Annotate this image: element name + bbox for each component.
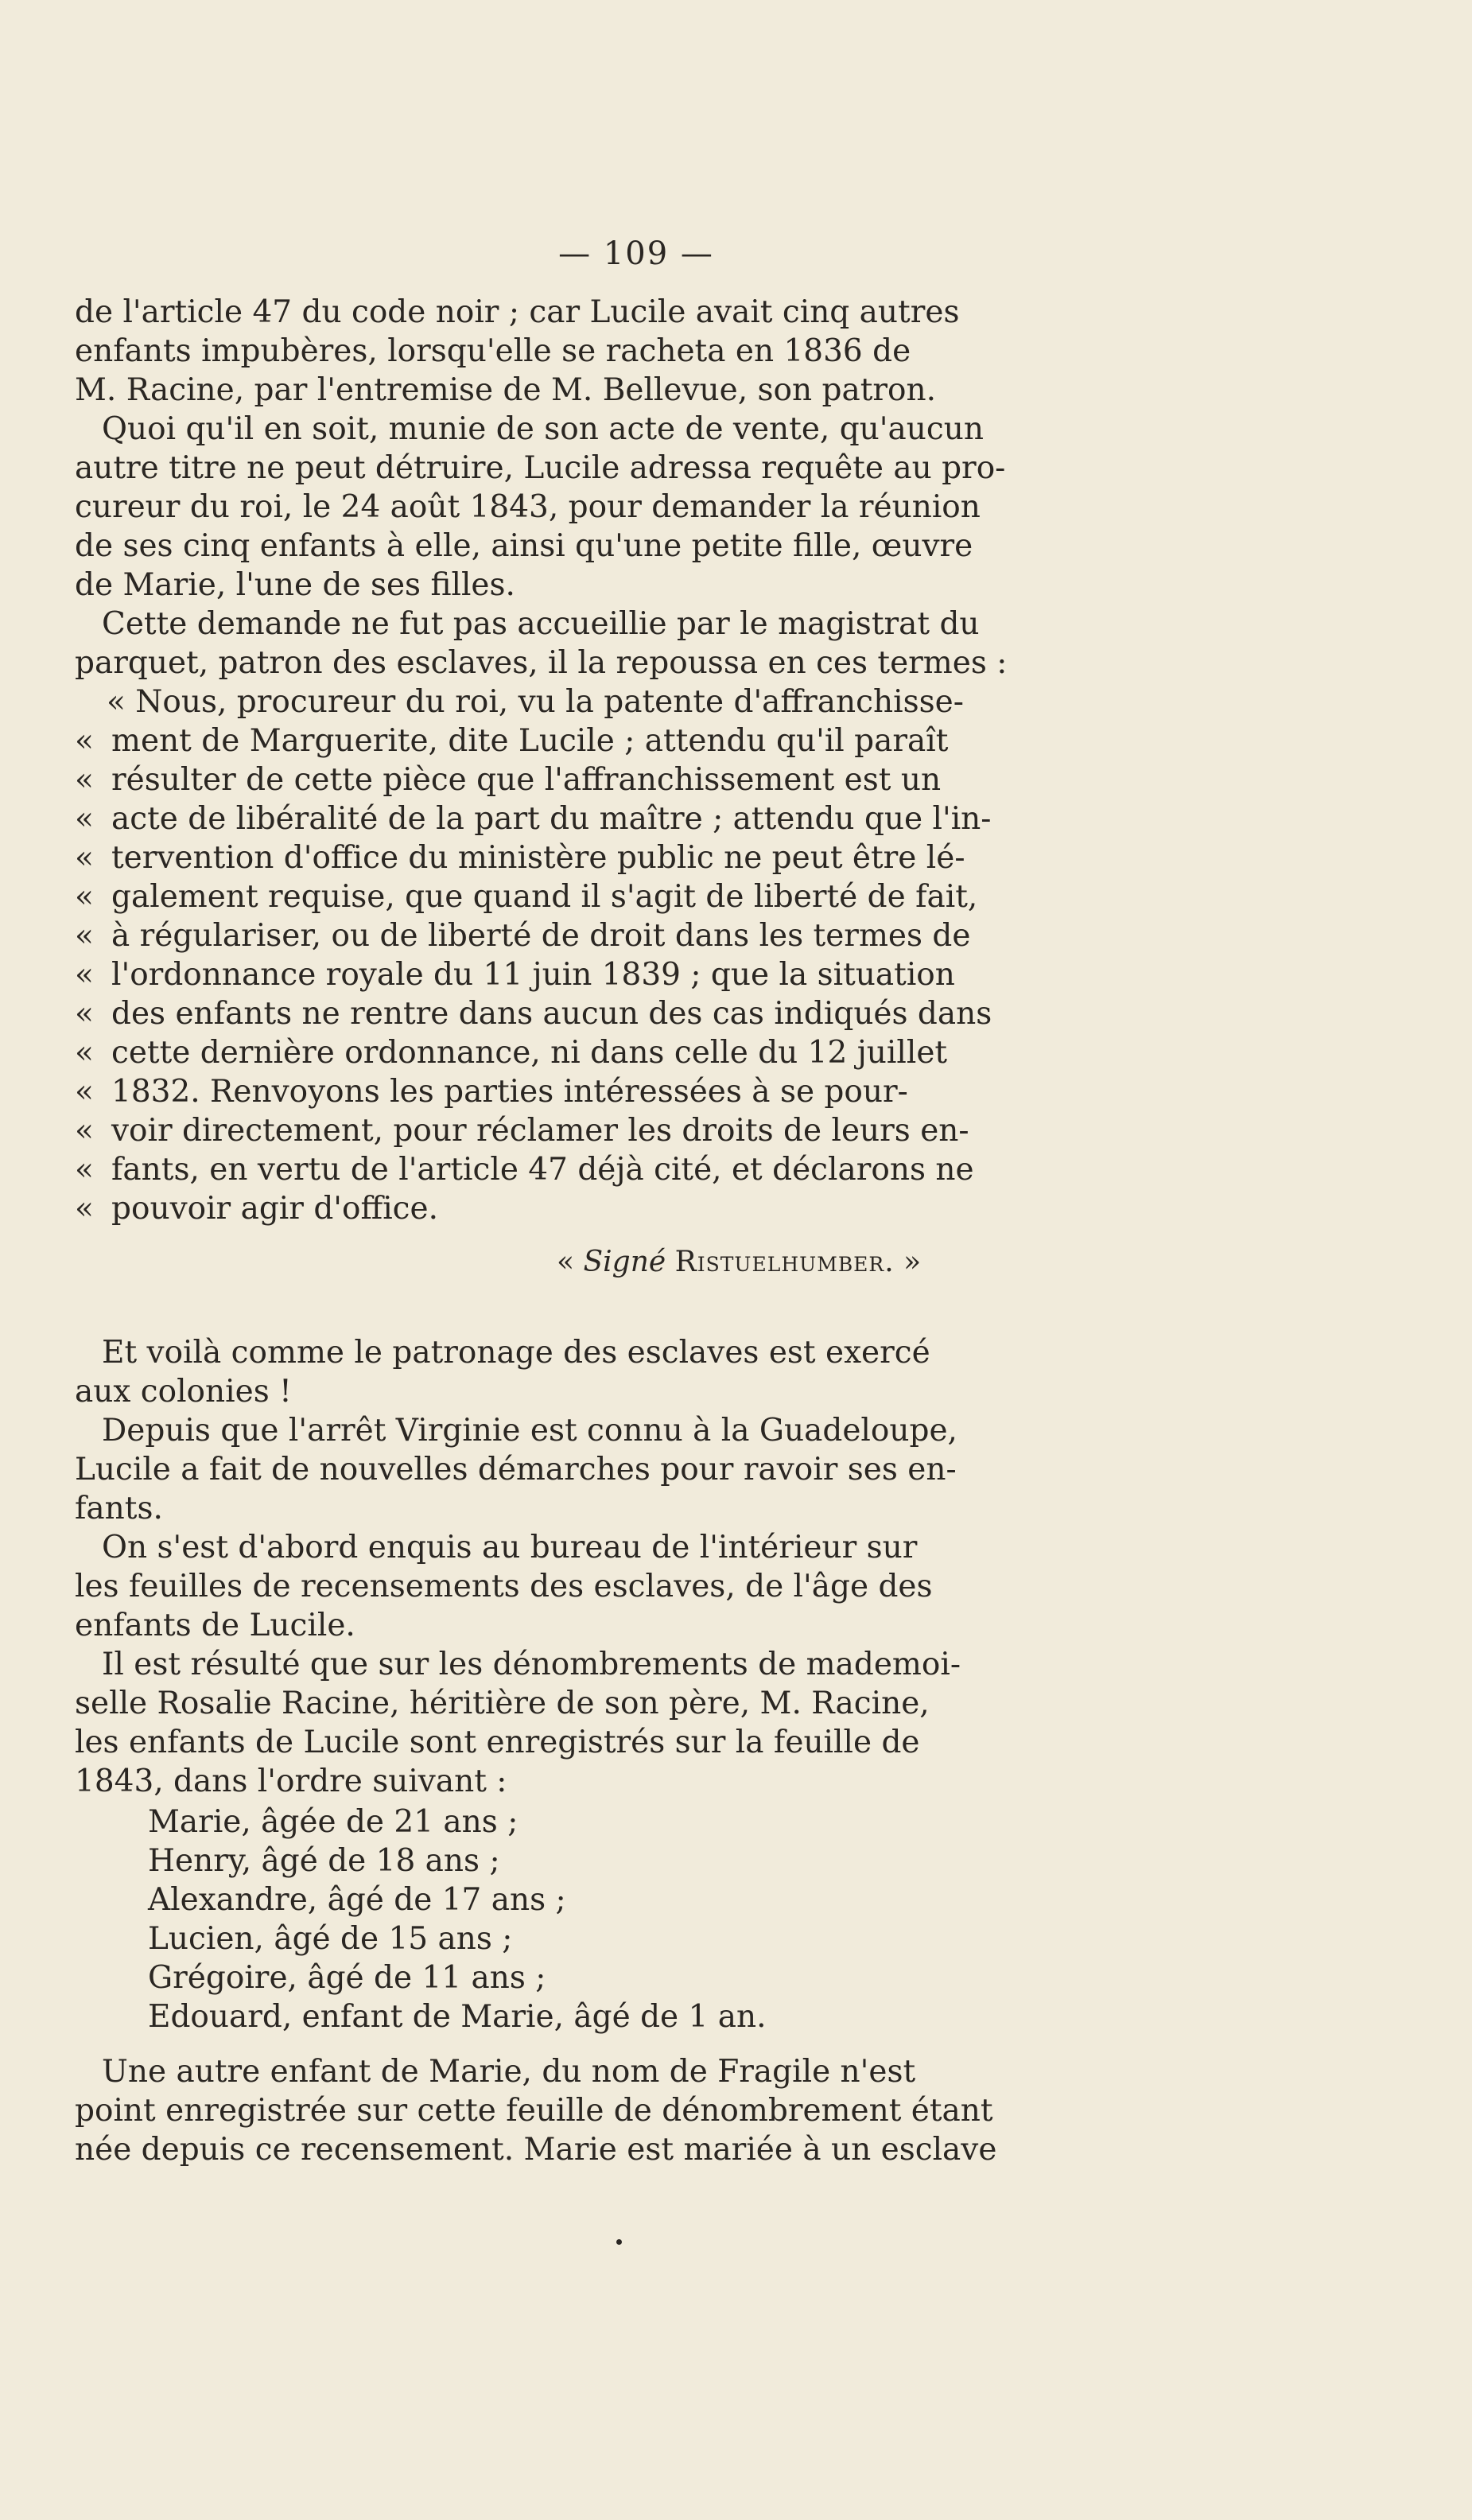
text-line: de l'article 47 du code noir ; car Lucile avait cinq autres [75,294,960,330]
text-line: selle Rosalie Racine, héritière de son père, M. Racine, [75,1686,930,1721]
text-line: de ses cinq enfants à elle, ainsi qu'une petite fille, œuvre [75,528,973,564]
signed-label: Signé [583,1246,666,1278]
quote-line: « tervention d'office du ministère public ne peut être lé- [75,840,965,876]
quote-line: « résulter de cette pièce que l'affranchissement est un [75,762,942,798]
children-list [148,1802,767,2036]
paragraph-block-3 [75,2052,1124,2169]
text-line: les feuilles de recensements des esclaves, de l'âge des [75,1569,933,1604]
text-line: aux colonies ! [75,1374,292,1410]
quote-line: « ment de Marguerite, dite Lucile ; attendu qu'il paraît [75,723,949,759]
list-item: Edouard, enfant de Marie, âgé de 1 an. [148,1999,767,2035]
text-line: M. Racine, par l'entremise de M. Bellevue, son patron. [75,372,937,408]
text-line: née depuis ce recensement. Marie est mariée à un esclave [75,2132,997,2168]
printer-mark [616,2239,622,2245]
text-line: les enfants de Lucile sont enregistrés sur la feuille de [75,1725,920,1760]
text-line: enfants impubères, lorsqu'elle se racheta en 1836 de [75,333,911,369]
text-line: Cette demande ne fut pas accueillie par le magistrat du [102,606,980,642]
text-line: fants. [75,1491,163,1526]
text-line: Une autre enfant de Marie, du nom de Fragile n'est [102,2054,916,2090]
text-line: enfants de Lucile. [75,1608,355,1643]
page-number: — 109 — [558,235,714,272]
paragraph-block-1 [75,293,1124,682]
text-line: 1843, dans l'ordre suivant : [75,1764,507,1799]
quote-line: « des enfants ne rentre dans aucun des cas indiqués dans [75,996,992,1032]
quote-line: « à régulariser, ou de liberté de droit dans les termes de [75,918,971,954]
text-line: Lucile a fait de nouvelles démarches pour ravoir ses en- [75,1452,957,1488]
list-item: Henry, âgé de 18 ans ; [148,1843,500,1879]
quote-line: « 1832. Renvoyons les parties intéressées à se pour- [75,1074,908,1110]
quote-line: « voir directement, pour réclamer les droits de leurs en- [75,1113,969,1149]
text-line: On s'est d'abord enquis au bureau de l'intérieur sur [102,1530,918,1565]
text-line: Il est résulté que sur les dénombrements de mademoi- [102,1647,961,1682]
paragraph-block-2 [75,1333,1124,1801]
list-item: Alexandre, âgé de 17 ans ; [148,1882,566,1918]
quote-line: « cette dernière ordonnance, ni dans celle du 12 juillet [75,1035,948,1071]
text-line: Et voilà comme le patronage des esclaves est exercé [102,1335,930,1371]
signatory-name: Ristuelhumber. [674,1246,895,1278]
list-item: Marie, âgée de 21 ans ; [148,1804,519,1840]
text-line: cureur du roi, le 24 août 1843, pour demander la réunion [75,489,981,525]
quote-line: « acte de libéralité de la part du maître ; attendu que l'in- [75,801,992,837]
text-line: autre titre ne peut détruire, Lucile adressa requête au pro- [75,450,1006,486]
signature-line: « Signé Ristuelhumber. » [557,1246,922,1278]
quote-line: « fants, en vertu de l'article 47 déjà cité, et déclarons ne [75,1152,974,1188]
text-line: Depuis que l'arrêt Virginie est connu à la Guadeloupe, [102,1413,957,1449]
list-item: Grégoire, âgé de 11 ans ; [148,1960,546,1996]
text-line: de Marie, l'une de ses filles. [75,567,515,603]
text-line: Quoi qu'il en soit, munie de son acte de vente, qu'aucun [102,411,984,447]
text-line: point enregistrée sur cette feuille de dénombrement étant [75,2093,993,2129]
quote-line: « l'ordonnance royale du 11 juin 1839 ; que la situation [75,957,955,993]
quote-line: « galement requise, que quand il s'agit de liberté de fait, [75,879,978,915]
quote-line: « pouvoir agir d'office. [75,1191,438,1227]
text-line: parquet, patron des esclaves, il la repoussa en ces termes : [75,645,1008,681]
quote-line: « Nous, procureur du roi, vu la patente d'affranchisse- [107,684,964,720]
quoted-ordinance [75,682,1124,1228]
list-item: Lucien, âgé de 15 ans ; [148,1921,513,1957]
